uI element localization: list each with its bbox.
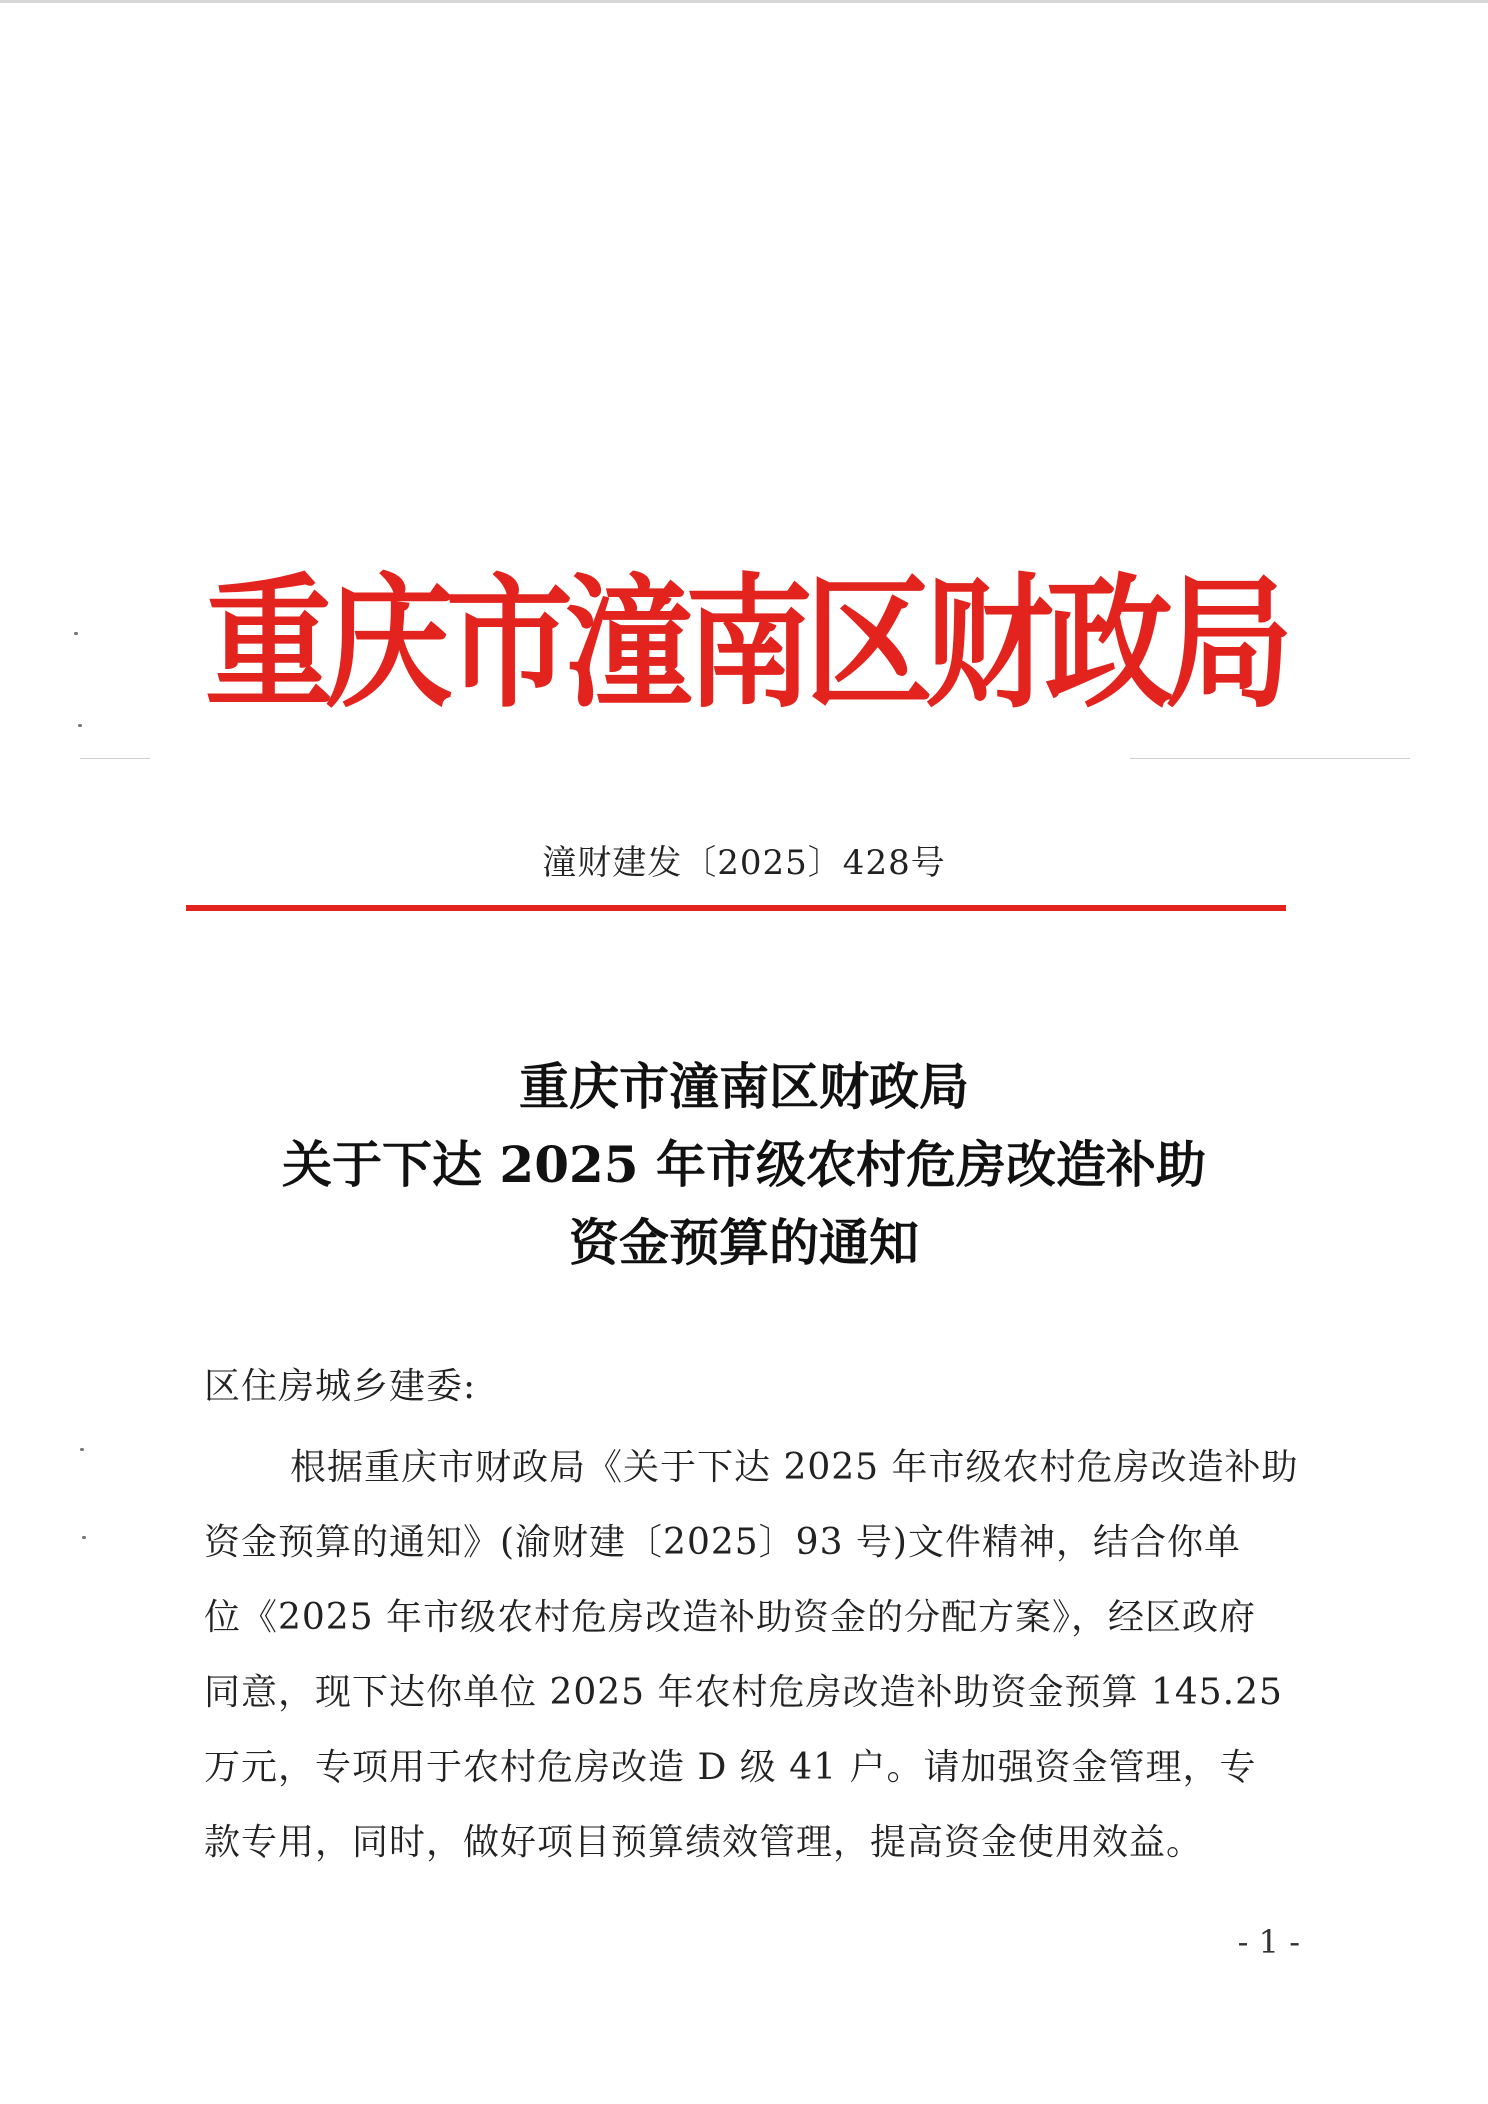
page-number: - 1 - [1237,1923,1300,1961]
notice-title-line: 资金预算的通知 [569,1213,919,1272]
body-line: 位《2025 年市级农村危房改造补助资金的分配方案》，经区政府 [204,1597,1257,1638]
scan-edge [0,0,1488,3]
body-line: 万元，专项用于农村危房改造 D 级 41 户。请加强资金管理，专 [204,1747,1257,1788]
red-separator-line [186,905,1286,911]
body-paragraph [204,1430,1314,1880]
body-line: 款专用，同时，做好项目预算绩效管理，提高资金使用效益。 [204,1822,1204,1863]
issuer-header-title: 重庆市潼南区财政局 [204,560,1285,728]
notice-title-line: 重庆市潼南区财政局 [519,1057,969,1116]
scan-artifact-rule-left [80,758,150,759]
document-number: 潼财建发〔2025〕428号 [542,843,946,883]
recipient-line: 区住房城乡建委: [204,1366,477,1407]
scan-artifact-rule-right [1130,758,1410,759]
notice-title [140,1048,1348,1282]
scan-speck [74,632,78,635]
scan-speck [78,724,82,727]
scan-speck [82,1536,86,1539]
body-line: 根据重庆市财政局《关于下达 2025 年市级农村危房改造补助 [290,1447,1299,1488]
notice-title-line: 关于下达 2025 年市级农村危房改造补助 [282,1135,1206,1194]
body-line: 同意，现下达你单位 2025 年农村危房改造补助资金预算 145.25 [204,1672,1283,1713]
scan-speck [80,1448,84,1451]
body-line: 资金预算的通知》(渝财建〔2025〕93 号)文件精神，结合你单 [204,1522,1241,1563]
